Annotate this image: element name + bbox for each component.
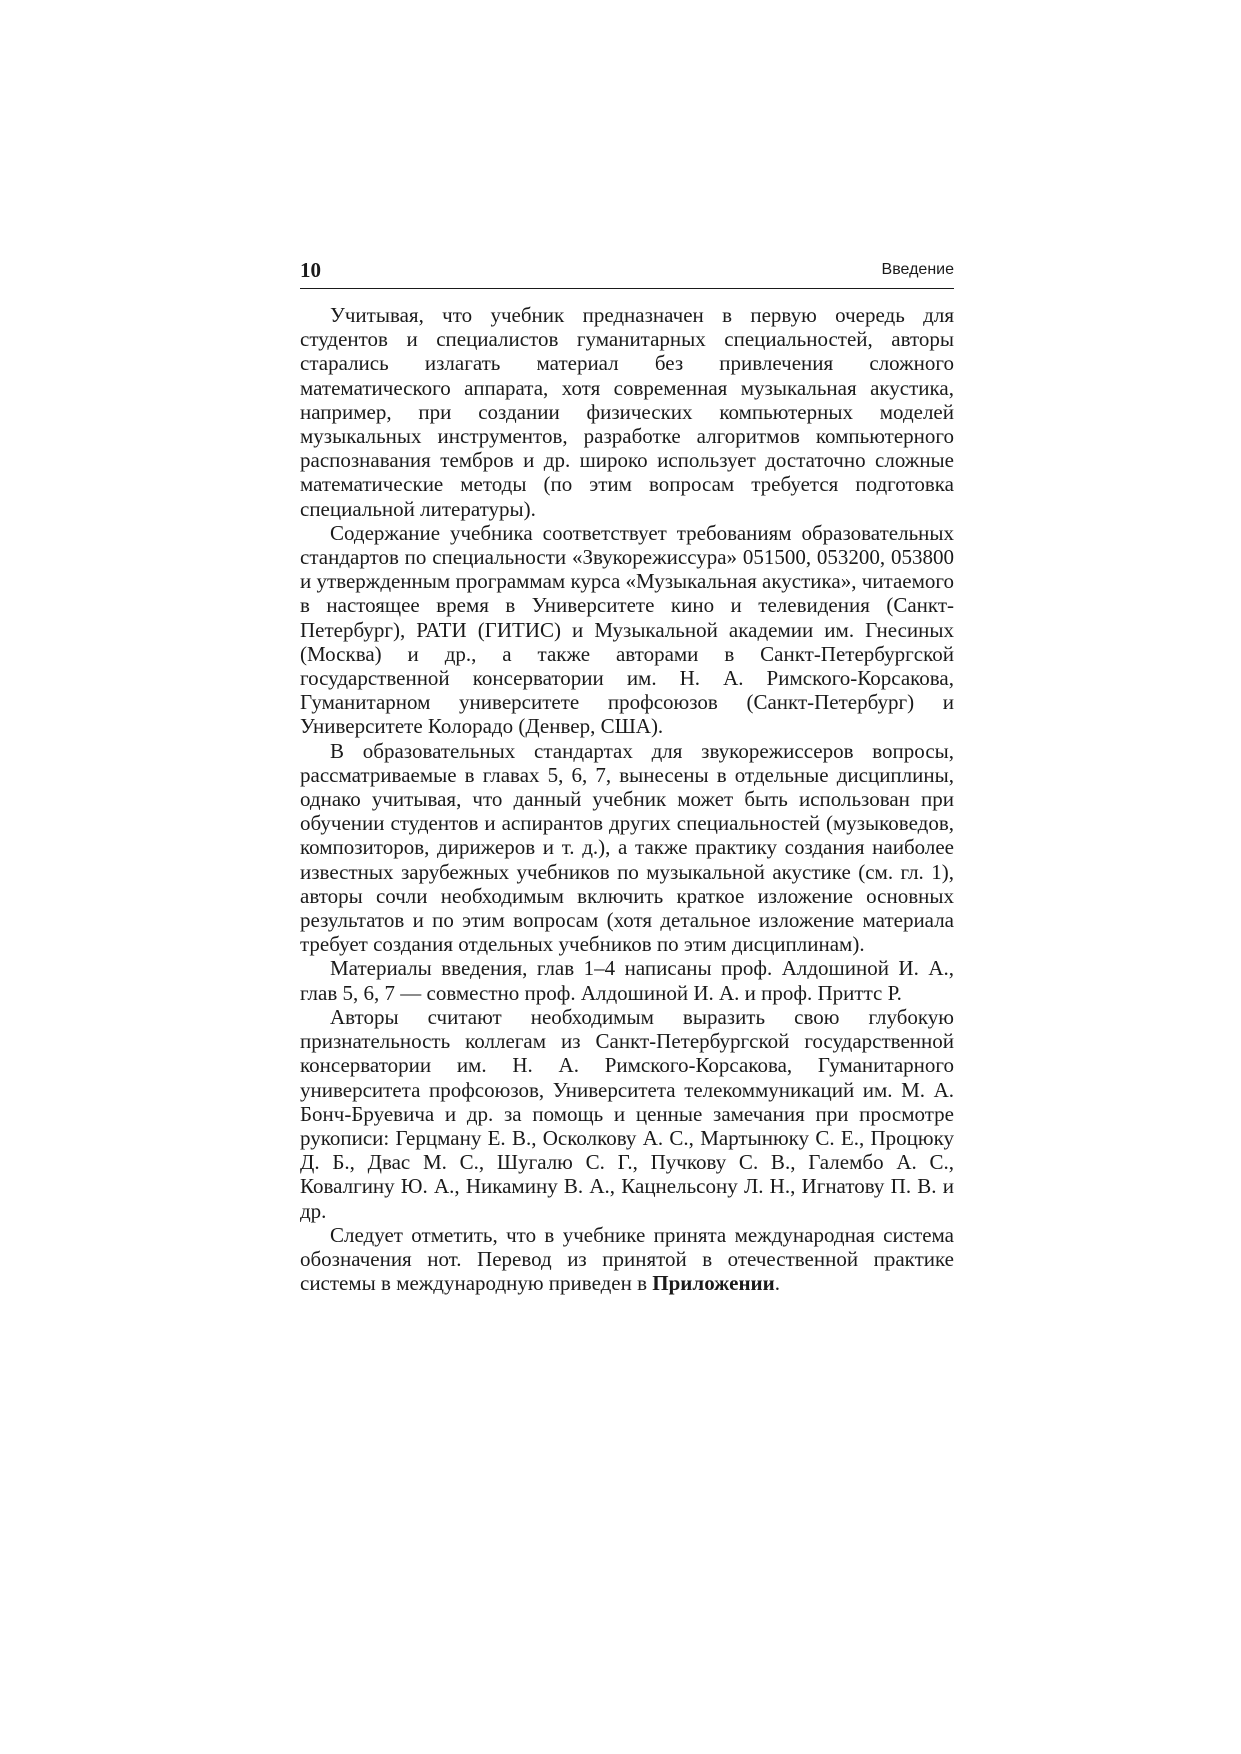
running-header [300,258,954,289]
page-number: 10 [300,258,321,282]
body-text [300,303,954,1295]
paragraph-authorship: Материалы введения, глав 1–4 написаны проф. Алдошиной И. А., глав 5, 6, 7 — совместно проф. Алдошиной И. А. и проф. Приттс Р. [300,956,954,1005]
paragraph-notation-note [300,1223,954,1296]
book-page [300,258,954,1295]
paragraph-chapters-scope: В образовательных стандартах для звукорежиссеров вопросы, рассматриваемые в главах 5, 6, 7, вынесены в отдельные дисциплины, однако учитывая, что данный учебник может быть использован при обучении студентов и аспирантов других специальностей (музыковедов, композиторов, дирижеров и т. д.), а также практику создания наиболее известных зарубежных учебников по музыкальной акустике (см. гл. 1), авторы сочли необходимым включить краткое изложение основных результатов и по этим вопросам (хотя детальное изложение материала требует создания отдельных учебников по этим дисциплинам). [300,738,954,957]
paragraph-curriculum-standards: Содержание учебника соответствует требованиям образовательных стандартов по специальности «Звукорежиссура» 051500, 053200, 053800 и утвержденным программам курса «Музыкальная акустика», читаемого в настоящее время в Университете кино и телевидения (Санкт-Петербург), РАТИ (ГИТИС) и Музыкальной академии им. Гнесиных (Москва) и др., а также авторами в Санкт-Петербургской государственной консерватории им. Н. А. Римского-Корсакова, Гуманитарном университете профсоюзов (Санкт-Петербург) и Университете Колорадо (Денвер, США). [300,520,954,739]
paragraph-acknowledgements: Авторы считают необходимым выразить свою глубокую признательность коллегам из Санкт-Петербургской государственной консерватории им. Н. А. Римского-Корсакова, Гуманитарного университета профсоюзов, Университета телекоммуникаций им. М. А. Бонч-Бруевича и др. за помощь и ценные замечания при просмотре рукописи: Герцману Е. В., Осколкову А. С., Мартынюку С. Е., Процюку Д. Б., Двас М. С., Шугалю С. Г., Пучкову С. В., Галембо А. С., Ковалгину Ю. А., Никамину В. А., Кацнельсону Л. Н., Игнатову П. В. и др. [300,1004,954,1223]
notation-note-text: Следует отметить, что в учебнике принята международная система обозначения нот. Перевод из принятой в отечественной практике системы в международную приведен в [300,1222,954,1296]
section-title: Введение [881,261,954,278]
appendix-reference: Приложении [652,1271,775,1296]
paragraph-textbook-purpose: Учитывая, что учебник предназначен в первую очередь для студентов и специалистов гуманитарных специальностей, авторы старались излагать материал без привлечения сложного математического аппарата, хотя современная музыкальная акустика, например, при создании физических компьютерных моделей музыкальных инструментов, разработке алгоритмов компьютерного распознавания тембров и др. широко использует достаточно сложные математические методы (по этим вопросам требуется подготовка специальной литературы). [300,303,954,521]
notation-note-period: . [774,1271,780,1296]
